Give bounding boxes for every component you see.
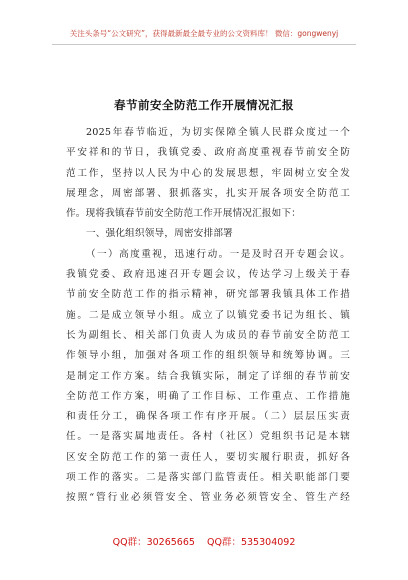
body-line: 我镇党委、政府迅速召开专题会议，传达学习上级关于春	[66, 269, 350, 281]
body-line: 全防范工作方案，明确了工作目标、工作重点、工作措施	[66, 390, 350, 402]
body-line: 是制定工作方案。结合我镇实际，制定了详细的春节前安	[66, 370, 350, 382]
body-line: 施。二是成立领导小组。成立了以镇党委书记为组长、镇	[66, 309, 350, 321]
body-line: 任。一是落实属地责任。各村（社区）党组织书记是本辖	[66, 431, 350, 443]
body-line: 作。现将我镇春节前安全防范工作开展情况汇报如下：	[66, 208, 302, 220]
body-line: 作领导小组，加强对各项工作的组织领导和统筹协调。三	[66, 350, 350, 362]
footer-qq-groups: QQ群：30265665 QQ群：535304092	[112, 537, 296, 548]
section-heading: 一、强化组织领导，周密安排部署	[86, 228, 233, 240]
body-line: 展理念，周密部署、狠抓落实，扎实开展各项安全防范工	[66, 187, 350, 199]
body-line: 节前安全防范工作的指示精神，研究部署我镇具体工作措	[66, 289, 350, 301]
body-line: 范工作，坚持以人民为中心的发展思想，牢固树立安全发	[66, 167, 350, 179]
header-divider	[52, 44, 356, 45]
body-line: 平安祥和的节日，我镇党委、政府高度重视春节前安全防	[66, 147, 350, 159]
body-line: 2025年春节临近，为切实保障全镇人民群众度过一个	[86, 127, 350, 138]
body-line: （一）高度重视，迅速行动。一是及时召开专题会议。	[86, 248, 350, 260]
body-line: 按照“管行业必须管安全、管业务必须管安全、管生产经	[66, 492, 350, 504]
body-line: 长为副组长、相关部门负责人为成员的春节前安全防范工	[66, 329, 350, 341]
body-line: 区安全防范工作的第一责任人，要切实履行职责，抓好各	[66, 451, 350, 463]
document-body	[66, 123, 350, 509]
promo-banner: 关注头条号“公文研究”，获得最新最全最专业的公文资料库！ 微信：gongwenyj	[69, 29, 339, 38]
body-line: 和责任分工，确保各项工作有序开展。（二）层层压实责	[66, 411, 350, 423]
document-title: 春节前安全防范工作开展情况汇报	[114, 98, 294, 112]
body-line: 项工作的落实。二是落实部门监管责任。相关职能部门要	[66, 472, 350, 484]
